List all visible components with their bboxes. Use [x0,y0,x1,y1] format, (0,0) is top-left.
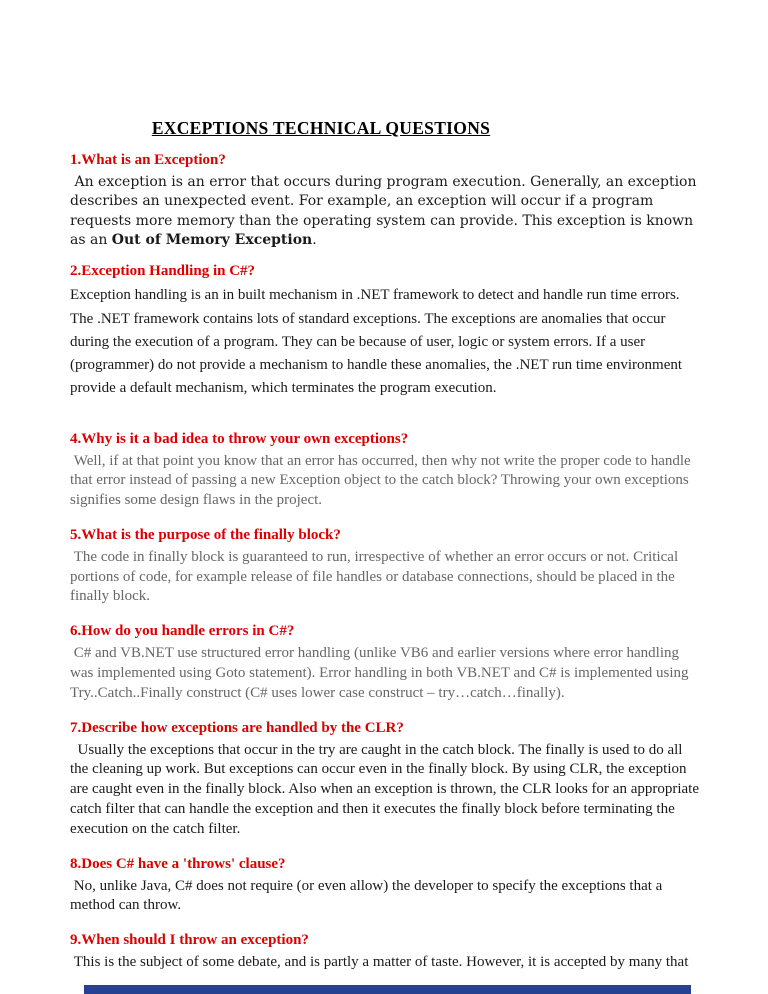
qa-section-7 [70,720,702,840]
question-4-heading: 4.Why is it a bad idea to throw your own exceptions? [70,430,409,447]
answer-2: Exception handling is an in built mechanism in .NET framework to detect and handle run time errors. The .NET framework contains lots of standard exceptions. The exceptions are anomalies that occur during the execution of a program. They can be because of user, logic or system errors. If a user (programmer) do not provide a mechanism to handle these anomalies, the .NET run time environment provide a default mechanism, which terminates the program execution. [70,287,686,397]
qa-section-1 [70,152,702,250]
qa-section-4 [70,431,702,511]
answer-1-text: An exception is an error that occurs during program execution. Generally, an exception describes an unexpected event. For example, an exception will occur if a program requests more memory than the operating system can provide. This exception is known as an [70,174,701,248]
qa-section-2 [70,263,702,400]
answer-1 [70,173,702,250]
question-1-heading: 1.What is an Exception? [70,152,226,168]
answer-1-bold-text: Out of Memory Exception [111,231,313,248]
qa-section-8 [70,856,702,917]
question-9-heading: 9.When should I throw an exception? [70,932,309,949]
answer-5: The code in finally block is guaranteed to run, irrespective of whether an error occurs or not. Critical portions of code, for example release of file handles or database connections, should be placed in the finally block. [70,548,682,605]
answer-8: No, unlike Java, C# does not require (or even allow) the developer to specify the exceptions that a method can throw. [70,877,667,914]
question-2-heading: 2.Exception Handling in C#? [70,263,256,280]
qa-section-5 [70,527,702,607]
document-title: EXCEPTIONS TECHNICAL QUESTIONS [151,118,491,138]
answer-6: C# and VB.NET use structured error handling (unlike VB6 and earlier versions where error handling was implemented using Goto statement). Error handling in both VB.NET and C# is implemented using Try..Catch..Finally construct (C# uses lower case construct – try…catch…finally). [70,645,693,701]
answer-1-period: . [312,231,317,248]
question-5-heading: 5.What is the purpose of the finally block? [70,526,341,543]
question-6-heading: 6.How do you handle errors in C#? [70,623,295,640]
answer-4: Well, if at that point you know that an error has occurred, then why not write the proper code to handle that error instead of passing a new Exception object to the catch block? Throwing your own exceptions signifies some design flaws in the project. [70,452,695,509]
question-8-heading: 8.Does C# have a 'throws' clause? [70,855,286,872]
footer-bar [84,985,691,994]
qa-section-6 [70,623,702,703]
answer-7: Usually the exceptions that occur in the try are caught in the catch block. The finally is used to do all the cleaning up work. But exceptions can occur even in the finally block. By using CLR, the exception are caught even in the finally block. Also when an exception is thrown, the CLR looks for an appropriate catch filter that can handle the exception and then it executes the finally block before terminating the execution on the catch filter. [70,741,703,837]
question-7-heading: 7.Describe how exceptions are handled by the CLR? [70,719,404,736]
qa-section-9 [70,932,702,973]
answer-9: This is the subject of some debate, and is partly a matter of taste. However, it is accepted by many that [70,954,689,971]
